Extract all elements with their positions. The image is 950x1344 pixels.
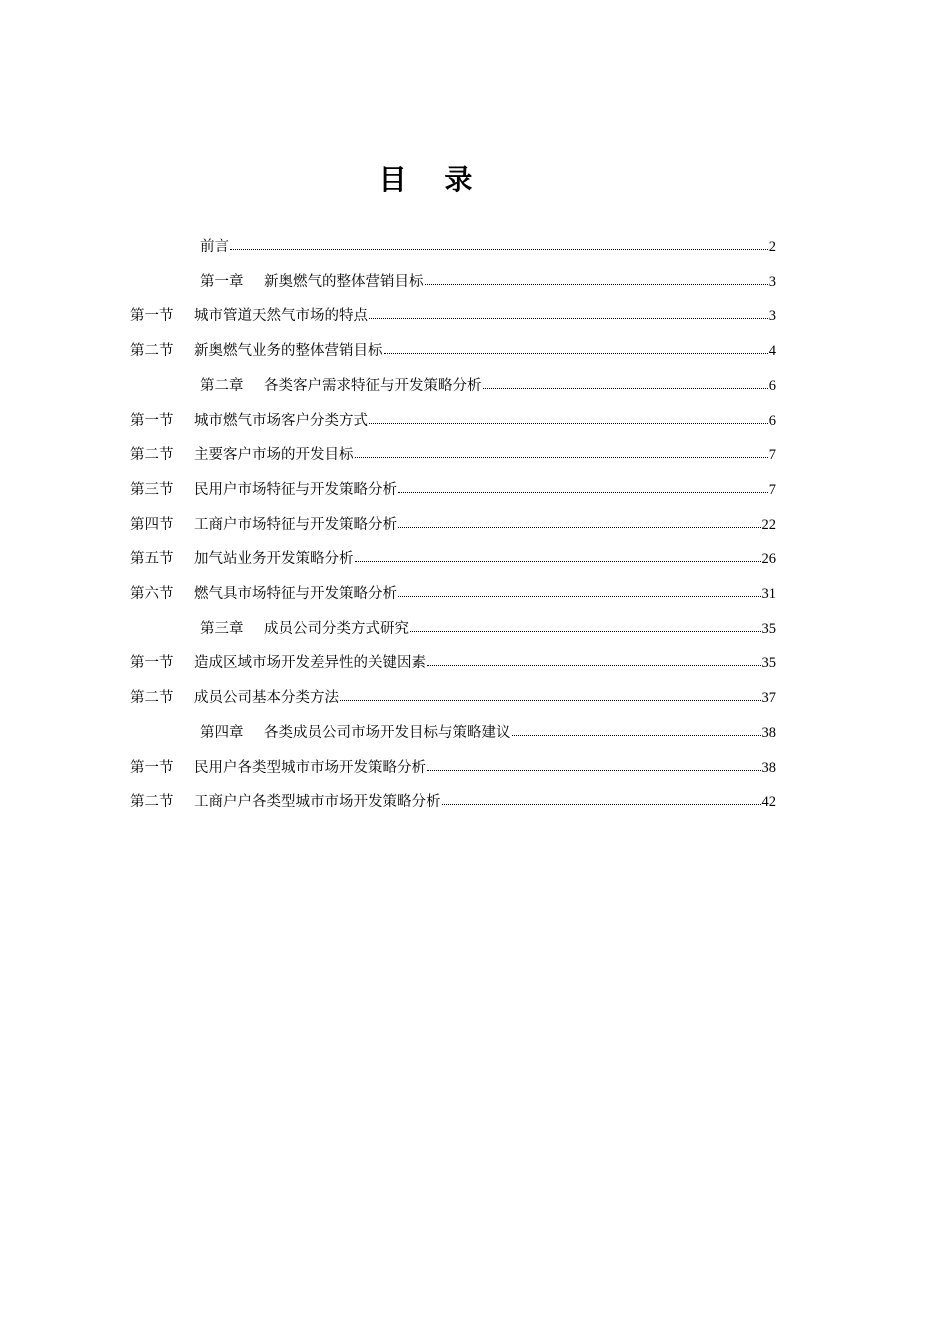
toc-entry-number: 第二节: [130, 794, 174, 811]
toc-entry-title: 成员公司分类方式研究: [264, 620, 409, 637]
toc-entry-page-number: 37: [761, 690, 776, 707]
toc-entry-title: 前言: [200, 239, 229, 255]
toc-dot-leader: [398, 491, 768, 493]
toc-entry-number: 第二章: [200, 377, 244, 394]
toc-dot-leader: [398, 595, 761, 597]
toc-dot-leader: [369, 422, 768, 424]
toc-entry[interactable]: [130, 477, 776, 503]
toc-entry-page-number: 2: [768, 239, 776, 255]
toc-dot-leader: [384, 352, 768, 354]
toc-dot-leader: [512, 734, 761, 736]
toc-entry-title: 城市燃气市场客户分类方式: [194, 412, 368, 429]
toc-entry-page-number: 6: [768, 377, 776, 394]
toc-entry-number: 第一节: [130, 308, 174, 325]
toc-entry-page-number: 42: [761, 794, 776, 811]
toc-entry-title: 民用户市场特征与开发策略分析: [194, 481, 397, 498]
toc-entry[interactable]: [130, 338, 776, 364]
toc-entry[interactable]: [130, 685, 776, 711]
toc-dot-leader: [230, 248, 768, 250]
toc-entry-title: 加气站业务开发策略分析: [194, 551, 354, 568]
toc-entry-title: 工商户户各类型城市市场开发策略分析: [194, 794, 441, 811]
toc-entry-number: 第四节: [130, 516, 174, 533]
toc-entry-title: 主要客户市场的开发目标: [194, 447, 354, 464]
toc-entry[interactable]: [200, 616, 776, 642]
toc-dot-leader: [427, 769, 761, 771]
toc-entry[interactable]: [130, 581, 776, 607]
toc-entry-page-number: 3: [768, 308, 776, 325]
toc-entry-title: 工商户市场特征与开发策略分析: [194, 516, 397, 533]
toc-entry-number: 第一节: [130, 655, 174, 672]
toc-entry-number: 第二节: [130, 343, 174, 360]
toc-entry-title: 民用户各类型城市市场开发策略分析: [194, 759, 426, 776]
toc-entry-number: 第一章: [200, 273, 244, 290]
toc-entry-page-number: 6: [768, 412, 776, 429]
toc-dot-leader: [340, 699, 761, 701]
toc-dot-leader: [410, 630, 761, 632]
toc-dot-leader: [369, 317, 768, 319]
toc-dot-leader: [425, 283, 768, 285]
toc-entry[interactable]: [130, 755, 776, 781]
toc-entry-number: 第二节: [130, 690, 174, 707]
toc-entry-title: 各类成员公司市场开发目标与策略建议: [264, 724, 511, 741]
toc-entry-title: 新奥燃气业务的整体营销目标: [194, 343, 383, 360]
toc-entry-page-number: 7: [768, 447, 776, 464]
toc-entry[interactable]: [200, 234, 776, 260]
toc-entry-page-number: 7: [768, 481, 776, 498]
toc-entry-title: 城市管道天然气市场的特点: [194, 308, 368, 325]
toc-dot-leader: [355, 456, 768, 458]
toc-title: 目 录: [378, 163, 487, 196]
toc-dot-leader: [427, 664, 761, 666]
toc-entry[interactable]: [130, 650, 776, 676]
toc-entry[interactable]: [130, 303, 776, 329]
toc-dot-leader: [398, 526, 761, 528]
toc-entry-number: 第一节: [130, 759, 174, 776]
toc-entry-page-number: 26: [761, 551, 776, 568]
toc-entry[interactable]: [200, 269, 776, 295]
toc-entry-number: 第三章: [200, 620, 244, 637]
toc-entry-number: 第一节: [130, 412, 174, 429]
toc-entry-page-number: 22: [761, 516, 776, 533]
toc-entry-title: 各类客户需求特征与开发策略分析: [264, 377, 482, 394]
toc-entry-number: 第三节: [130, 481, 174, 498]
toc-entry-number: 第二节: [130, 447, 174, 464]
toc-entry-page-number: 31: [761, 586, 776, 602]
toc-entry[interactable]: [130, 546, 776, 572]
toc-entry-number: 第六节: [130, 586, 174, 602]
toc-entry[interactable]: [130, 512, 776, 538]
toc-entry-page-number: 38: [761, 759, 776, 776]
toc-dot-leader: [442, 803, 761, 805]
toc-entry-number: 第四章: [200, 724, 244, 741]
toc-entry-title: 燃气具市场特征与开发策略分析: [194, 586, 397, 602]
toc-entry-page-number: 4: [768, 343, 776, 360]
toc-dot-leader: [483, 387, 768, 389]
toc-entry[interactable]: [200, 373, 776, 399]
toc-entry-page-number: 35: [761, 620, 776, 637]
toc-entry[interactable]: [130, 442, 776, 468]
toc-entry-page-number: 35: [761, 655, 776, 672]
toc-entry[interactable]: [130, 789, 776, 815]
toc-entry-title: 新奥燃气的整体营销目标: [264, 273, 424, 290]
toc-entry-page-number: 3: [768, 273, 776, 290]
toc-entry[interactable]: [200, 720, 776, 746]
toc-entry-number: 第五节: [130, 551, 174, 568]
toc-entry-page-number: 38: [761, 724, 776, 741]
toc-entry-title: 成员公司基本分类方法: [194, 690, 339, 707]
toc-entry[interactable]: [130, 408, 776, 434]
toc-entry-title: 造成区域市场开发差异性的关键因素: [194, 655, 426, 672]
toc-dot-leader: [355, 560, 761, 562]
